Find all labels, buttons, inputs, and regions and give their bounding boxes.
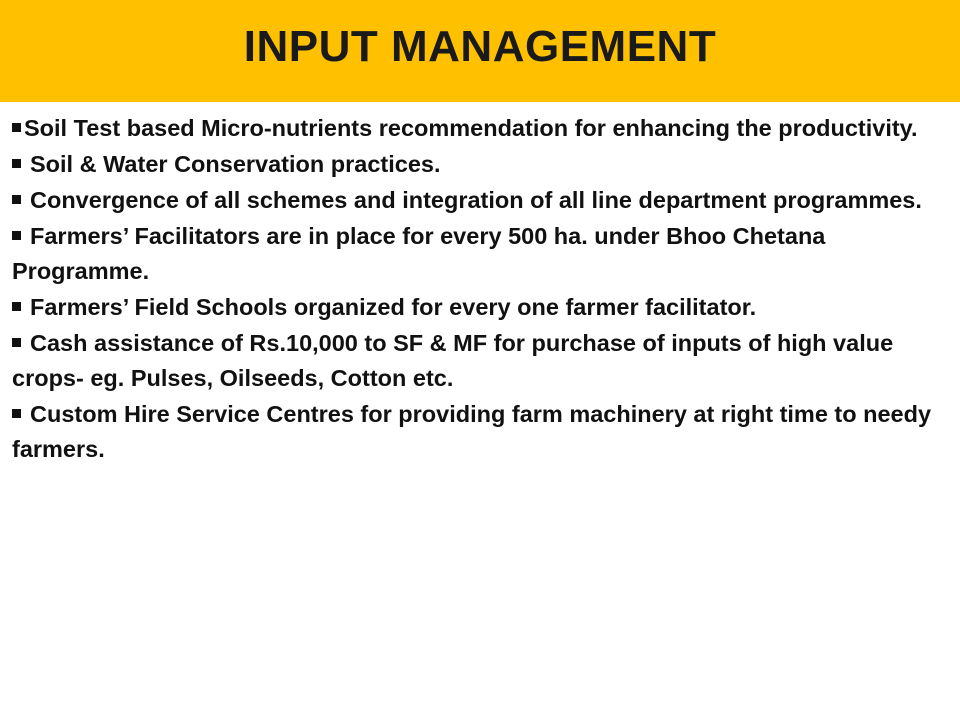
bullet-text: Soil & Water Conservation practices. <box>30 151 441 177</box>
bullet-text: Farmers’ Facilitators are in place for every 500 ha. under Bhoo Chetana Programme. <box>12 223 826 284</box>
bullet-text: Custom Hire Service Centres for providing farm machinery at right time to needy farmers. <box>12 401 932 462</box>
bullet-text: Soil Test based Micro-nutrients recommendation for enhancing the productivity. <box>24 115 918 141</box>
bullet-item <box>12 326 942 396</box>
bullet-item <box>12 147 942 182</box>
slide-content <box>12 111 942 468</box>
bullet-item <box>12 219 942 289</box>
bullet-text: Farmers’ Field Schools organized for every one farmer facilitator. <box>30 294 757 320</box>
square-bullet-icon <box>12 159 21 168</box>
header-band <box>0 0 960 102</box>
bullet-item <box>12 397 942 467</box>
bullet-item <box>12 111 942 146</box>
bullet-item <box>12 290 942 325</box>
square-bullet-icon <box>12 123 21 132</box>
square-bullet-icon <box>12 409 21 418</box>
square-bullet-icon <box>12 231 21 240</box>
square-bullet-icon <box>12 302 21 311</box>
bullet-item <box>12 183 942 218</box>
square-bullet-icon <box>12 195 21 204</box>
slide-title: INPUT MANAGEMENT <box>243 22 717 71</box>
bullet-text: Cash assistance of Rs.10,000 to SF & MF for purchase of inputs of high value crops- eg. Pulses, Oilseeds, Cotton etc. <box>12 330 894 391</box>
bullet-text: Convergence of all schemes and integration of all line department programmes. <box>30 187 922 213</box>
square-bullet-icon <box>12 338 21 347</box>
bullet-list <box>12 111 942 467</box>
